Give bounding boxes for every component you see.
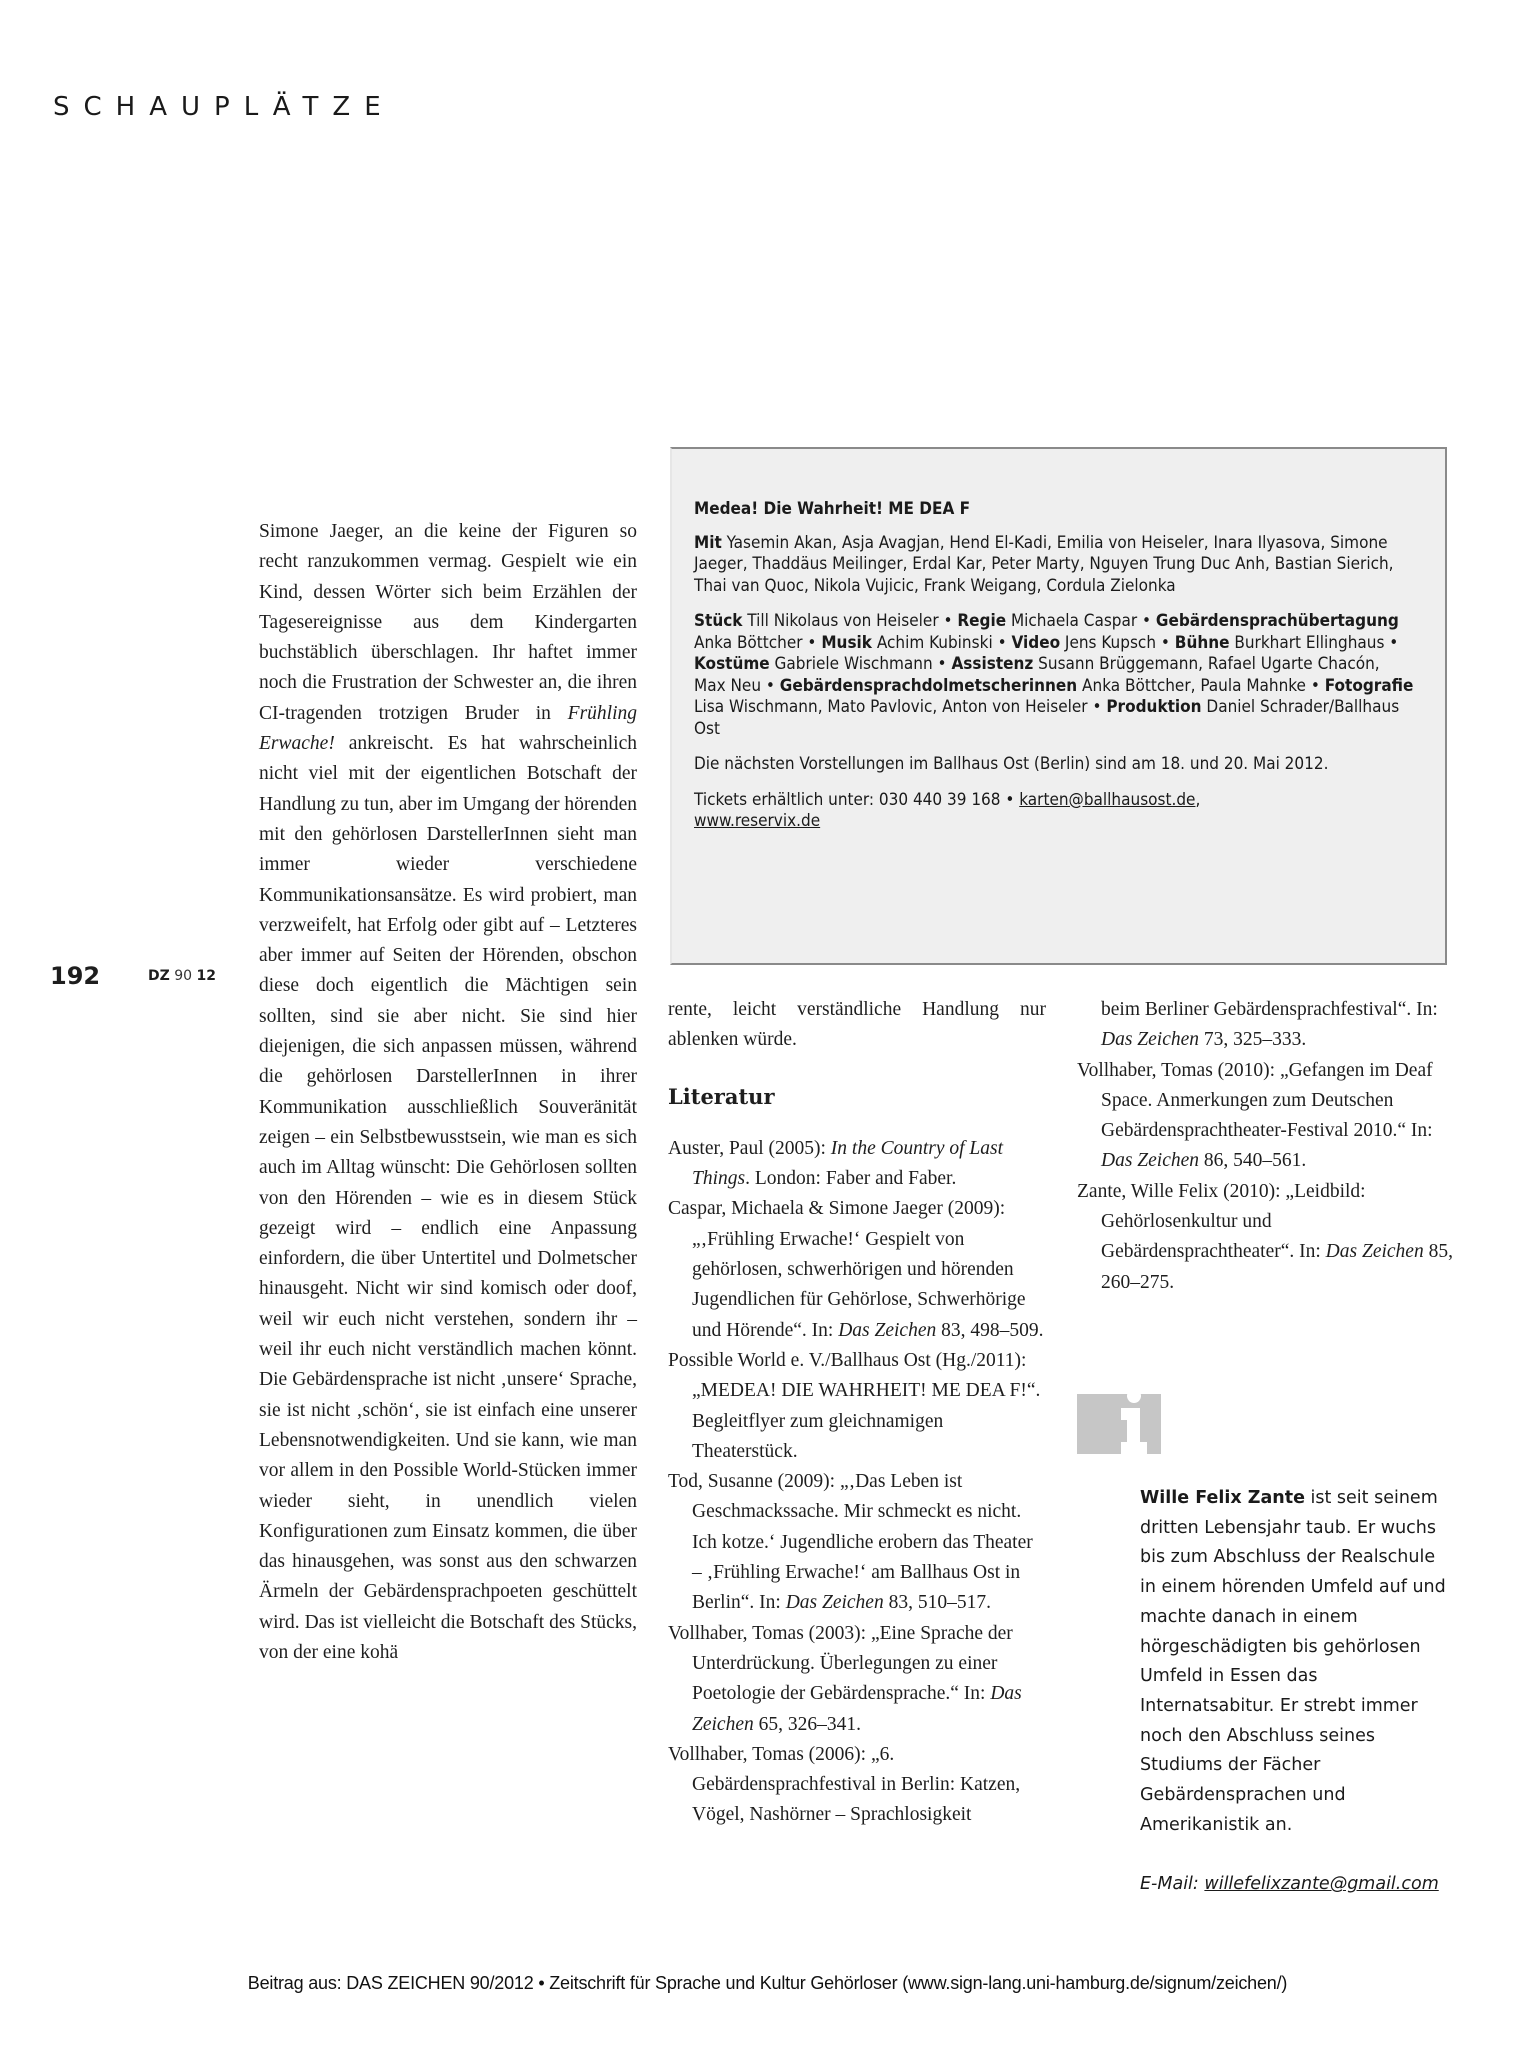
reference-entry: Vollhaber, Tomas (2010): „Gefangen im Deaf Space. Anmerkungen zum Deutschen Gebärdensprachtheater-Festival 2010.“ In: Das Zeichen 86, 540–561. xyxy=(1077,1059,1433,1172)
issue-number: 90 xyxy=(174,968,193,984)
author-name: Wille Felix Zante xyxy=(1140,1488,1305,1508)
credit-role: Produktion xyxy=(1106,697,1202,717)
production-title: Medea! Die Wahrheit! ME DEA F xyxy=(694,499,971,519)
credit-role: Regie xyxy=(957,611,1007,631)
credit-role: Gebärdensprachdolmetscherinnen xyxy=(779,675,1078,696)
credit-role: Video xyxy=(1011,632,1061,653)
reference-list-cont xyxy=(1077,995,1457,1298)
tickets-prefix: Tickets erhältlich unter: 030 440 39 168 • xyxy=(694,789,1020,810)
tickets-email-link[interactable]: karten@ballhausost.de xyxy=(1019,789,1196,810)
section-heading: SCHAUPLÄTZE xyxy=(53,92,395,122)
credits-list: Stück Till Nikolaus von Heiseler • Regie Michaela Caspar • Gebärdensprachübertagung Anka Böttcher • Musik Achim Kubinski • Video Jens Kupsch • Bühne Burkhart Ellinghaus • Kostüme Gabriele Wischmann • Assistenz Susann Brüggemann, Rafael Ugarte Chacón, Max Neu • Gebärdensprachdolmetscherinnen Anka Böttcher, Paula Mahnke • Fotografie Lisa Wischmann, Mato Pavlovic, Anton von Heiseler • Produktion Daniel Schrader/Ballhaus Ost xyxy=(694,611,1414,739)
reference-entry: Auster, Paul (2005): In the Country of Last Things. London: Faber and Faber. xyxy=(668,1137,1004,1190)
credit-role: Gebärdensprachübertagung xyxy=(1155,611,1399,631)
credit-role: Assistenz xyxy=(951,654,1034,674)
article-text: Simone Jaeger, an die keine der Figuren so recht ranzukommen vermag. Gespielt wie ein Kind, dessen Wörter sich beim Erzählen der Tagesereignisse aus dem Kindergarten buchstäblich überschlagen. Ihr haftet immer noch die Frustration der Schwester an, die ihren CI-tragenden trotzigen Bruder in xyxy=(259,521,637,724)
page-number: 192 xyxy=(50,962,101,990)
reference-entry: Vollhaber, Tomas (2003): „Eine Sprache der Unterdrückung. Überlegungen zu einer Poetologie der Gebärdensprache.“ In: Das Zeichen 65, 326–341. xyxy=(668,1622,1022,1735)
tickets-web-link[interactable]: www.reservix.de xyxy=(694,811,821,831)
credit-role: Stück xyxy=(694,611,743,631)
credit-names: Achim Kubinski xyxy=(871,632,993,653)
issue-year: 12 xyxy=(196,968,216,984)
credit-names: Anka Böttcher xyxy=(694,632,803,653)
article-paragraph xyxy=(259,517,637,1668)
reference-entry: Zante, Wille Felix (2010): „Leidbild: Gehörlosenkultur und Gebärdensprachtheater“. In: Das Zeichen 85, 260–275. xyxy=(1077,1180,1453,1293)
tickets-info xyxy=(694,790,1415,833)
author-email xyxy=(1140,1870,1450,1900)
credit-names: Anka Böttcher, Paula Mahnke xyxy=(1077,675,1306,696)
bio-text xyxy=(1140,1484,1450,1840)
play-title: Frühling Erwache! xyxy=(259,702,637,755)
credit-names: Gabriele Wischmann xyxy=(769,654,933,674)
cast-label: Mit xyxy=(694,532,722,553)
author-bio xyxy=(1140,1484,1450,1900)
reference-list xyxy=(668,1134,1046,1831)
issue-prefix: DZ xyxy=(148,968,170,984)
article-continuation: rente, leicht verständliche Handlung nur ablenken würde. xyxy=(668,999,1046,1051)
performance-dates: Die nächsten Vorstellungen im Ballhaus Ost (Berlin) sind am 18. und 20. Mai 2012. xyxy=(694,754,1329,774)
source-footer: Beitrag aus: DAS ZEICHEN 90/2012 • Zeitschrift für Sprache und Kultur Gehörloser (www.sign-lang.uni-hamburg.de/signum/zeichen/) xyxy=(247,1973,1288,1993)
credit-names: Susann Brüggemann, Rafael Ugarte Chacón, Max Neu xyxy=(694,654,1380,696)
reference-entry: Vollhaber, Tomas (2006): „6. Gebärdensprachfestival in Berlin: Katzen, Vögel, Nashörner – Sprachlosigkeit xyxy=(668,1743,1021,1826)
credit-role: Bühne xyxy=(1174,632,1230,653)
article-column-2 xyxy=(668,995,1046,1831)
reference-entry: Caspar, Michaela & Simone Jaeger (2009): „‚Frühling Erwache!‘ Gespielt von gehörlosen, schwerhörigen und hörenden Jugendlichen für Gehörlose, Schwerhörige und Hörende“. In: Das Zeichen 83, 498–509. xyxy=(668,1198,1044,1341)
credit-role: Kostüme xyxy=(694,654,770,674)
bio-description: ist seit seinem dritten Lebensjahr taub. Er wuchs bis zum Abschluss der Realschule in einem hörenden Umfeld auf und machte danach in einem hörgeschädigten bis gehörlosen Umfeld in Essen das Internatsabitur. Er strebt immer noch den Abschluss seines Studiums der Fächer Gebärdensprachen und Amerikanistik an. xyxy=(1140,1488,1446,1835)
reference-entry: Tod, Susanne (2009): „‚Das Leben ist Geschmackssache. Mir schmeckt es nicht. Ich kotze.‘ Jugendliche erobern das Theater – ‚Frühling Erwache!‘ am Ballhaus Ost in Berlin“. In: Das Zeichen 83, 510–517. xyxy=(668,1471,1033,1614)
credit-names: Daniel Schrader/Ballhaus Ost xyxy=(694,697,1400,739)
credit-role: Musik xyxy=(821,632,872,653)
credit-names: Lisa Wischmann, Mato Pavlovic, Anton von Heiseler xyxy=(694,697,1088,717)
credit-names: Jens Kupsch xyxy=(1060,632,1157,653)
article-text-cont: ankreischt. Es hat wahrscheinlich nicht viel mit der eigentlichen Botschaft der Handlung zu tun, aber im Umgang der hörenden mit den gehörlosen DarstellerInnen sieht man immer wieder verschiedene Kommunikationsansätze. Es wird probiert, man verzweifelt, hat Erfolg oder gibt auf – Letzteres aber immer auf Seiten der Hörenden, obschon diese doch eigentlich die Mächtigen sein sollten, sind sie aber nicht. Sie sind hier diejenigen, die sich anpassen müssen, während die gehörlosen DarstellerInnen in ihrer Kommunikation ausschließlich Souveränität zeigen – ein Selbstbewusstsein, wie man es sich auch im Alltag wünscht: Die Gehörlosen sollten von den Hörenden – wie es in diesem Stück gezeigt wird – endlich eine Anpassung einfordern, die über Untertitel und Dolmetscher hinausgeht. Nicht wir sind komisch oder doof, weil wir euch nicht verstehen, sondern ihr – weil ihr euch nicht verständlich machen könnt. Die Gebärdensprache ist nicht ‚unsere‘ Sprache, sie ist nicht ‚schön‘, sie ist einfach eine unserer Lebensnotwendigkeiten. Und sie kann, wie man vor allem in den Possible World-Stücken immer wieder sieht, in unendlich vielen Konfigurationen zum Einsatz kommen, die über das hinausgehen, was sonst aus den schwarzen Ärmeln der Gebärdensprachpoeten geschüttelt wird. Das ist vielleicht die Botschaft des Stücks, von der eine kohä xyxy=(259,733,637,1663)
credit-role: Fotografie xyxy=(1324,675,1414,696)
production-info-box xyxy=(670,447,1447,965)
cast-names: Yasemin Akan, Asja Avagjan, Hend El-Kadi, Emilia von Heiseler, Inara Ilyasova, Simone Jaeger, Thaddäus Meilinger, Erdal Kar, Peter Marty, Nguyen Trung Duc Anh, Bastian Sierich, Thai van Quoc, Nikola Vujicic, Frank Weigang, Cordula Zielonka xyxy=(694,532,1394,596)
reference-entry: beim Berliner Gebärdensprachfestival“. In: Das Zeichen 73, 325–333. xyxy=(1101,999,1438,1051)
credit-names: Michaela Caspar xyxy=(1006,611,1138,631)
article-column-3 xyxy=(1077,995,1457,1298)
issue-label xyxy=(148,968,216,984)
email-label: E-Mail: xyxy=(1140,1874,1205,1895)
credit-names: Burkhart Ellinghaus xyxy=(1229,632,1385,653)
literature-heading: Literatur xyxy=(668,1083,775,1109)
tickets-separator: , xyxy=(1195,789,1201,810)
info-icon xyxy=(1077,1394,1161,1454)
author-email-link[interactable]: willefelixzante@gmail.com xyxy=(1204,1874,1439,1895)
reference-entry: Possible World e. V./Ballhaus Ost (Hg./2011): „MEDEA! DIE WAHRHEIT! ME DEA F!“. Begleitflyer zum gleichnamigen Theaterstück. xyxy=(668,1349,1041,1462)
credit-names: Till Nikolaus von Heiseler xyxy=(742,611,939,631)
cast-list xyxy=(694,533,1415,598)
article-column-1 xyxy=(259,517,637,1668)
